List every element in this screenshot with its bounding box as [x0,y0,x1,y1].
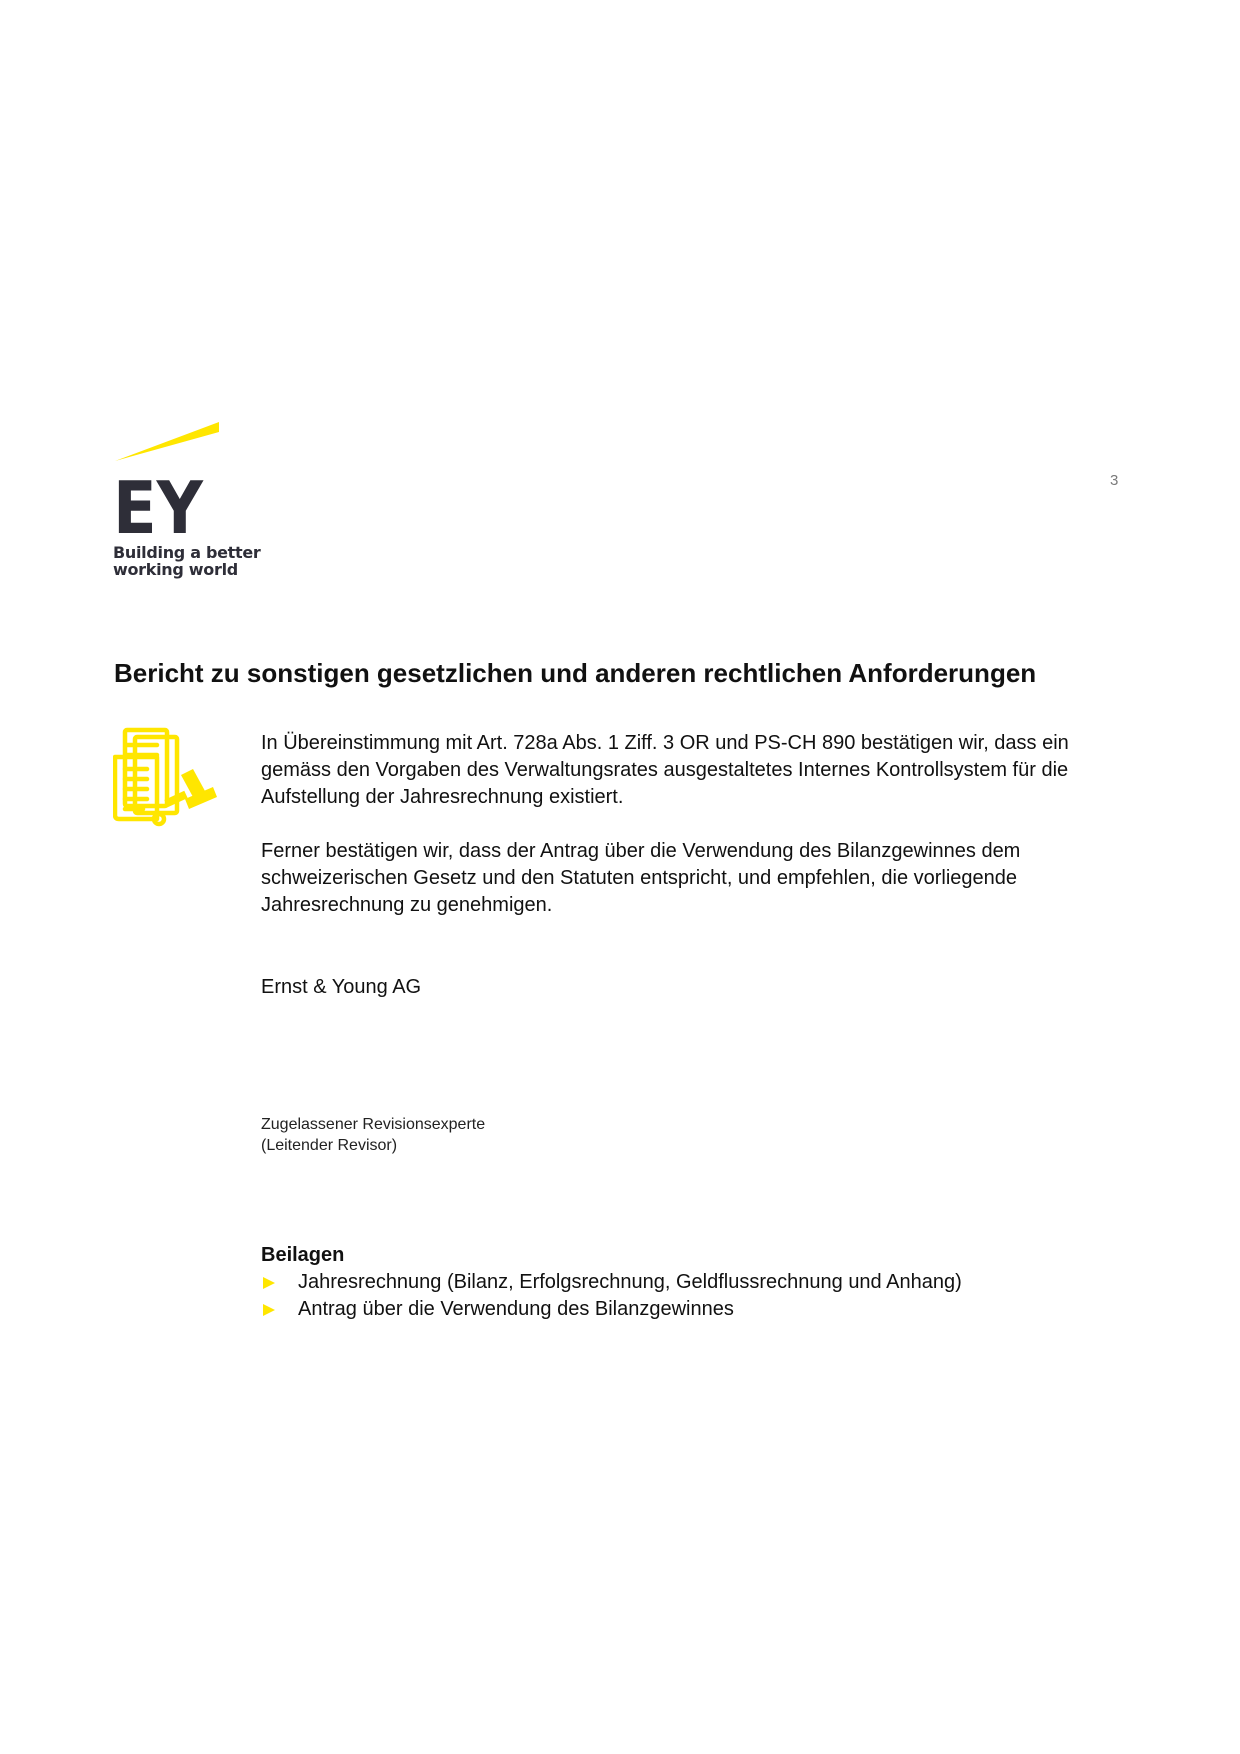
signer-role: Zugelassener Revisionsexperte [261,1116,486,1133]
ey-wordmark-text: EY [113,478,204,536]
enclosures-section [261,1242,1121,1323]
paragraph-ics-confirmation: In Übereinstimmung mit Art. 728a Abs. 1 Ziff. 3 OR und PS-CH 890 bestätigen wir, dass ein gemäss den Vorgaben des Verwaltungsrates ausgestaltetes Internes Kontrollsystem für die Aufstellung der Jahresrechnung existiert. [261,732,1069,808]
page-title: Bericht zu sonstigen gesetzlichen und anderen rechtlichen Anforderungen [114,658,1037,688]
list-item [261,1269,1121,1296]
logo-tagline [113,544,273,578]
logo-tagline-line1: Building a better [113,543,261,562]
logo-tagline-line2: working world [113,560,238,579]
enclosures-title: Beilagen [261,1244,345,1266]
firm-name: Ernst & Young AG [261,976,422,998]
report-body [261,730,1121,1320]
paragraph-recommendation: Ferner bestätigen wir, dass der Antrag über die Verwendung des Bilanzgewinnes dem schweizerischen Gesetz und den Statuten entspricht, und empfehlen, die vorliegende Jahresrechnung zu genehmigen. [261,840,1021,916]
list-item [261,1296,1121,1323]
signer-title: (Leitender Revisor) [261,1137,398,1154]
page-number: 3 [1110,472,1119,489]
triangle-bullet-icon [263,1277,275,1289]
document-stamp-icon [113,727,217,831]
enclosure-item-label: Jahresrechnung (Bilanz, Erfolgsrechnung, Geldflussrechnung und Anhang) [298,1271,962,1293]
signature-block [261,1114,485,1156]
enclosure-list [261,1269,1121,1323]
ey-wordmark [113,478,209,536]
enclosure-item-label: Antrag über die Verwendung des Bilanzgewinnes [298,1298,734,1320]
triangle-bullet-icon [263,1304,275,1316]
ey-beam-icon [113,422,221,464]
